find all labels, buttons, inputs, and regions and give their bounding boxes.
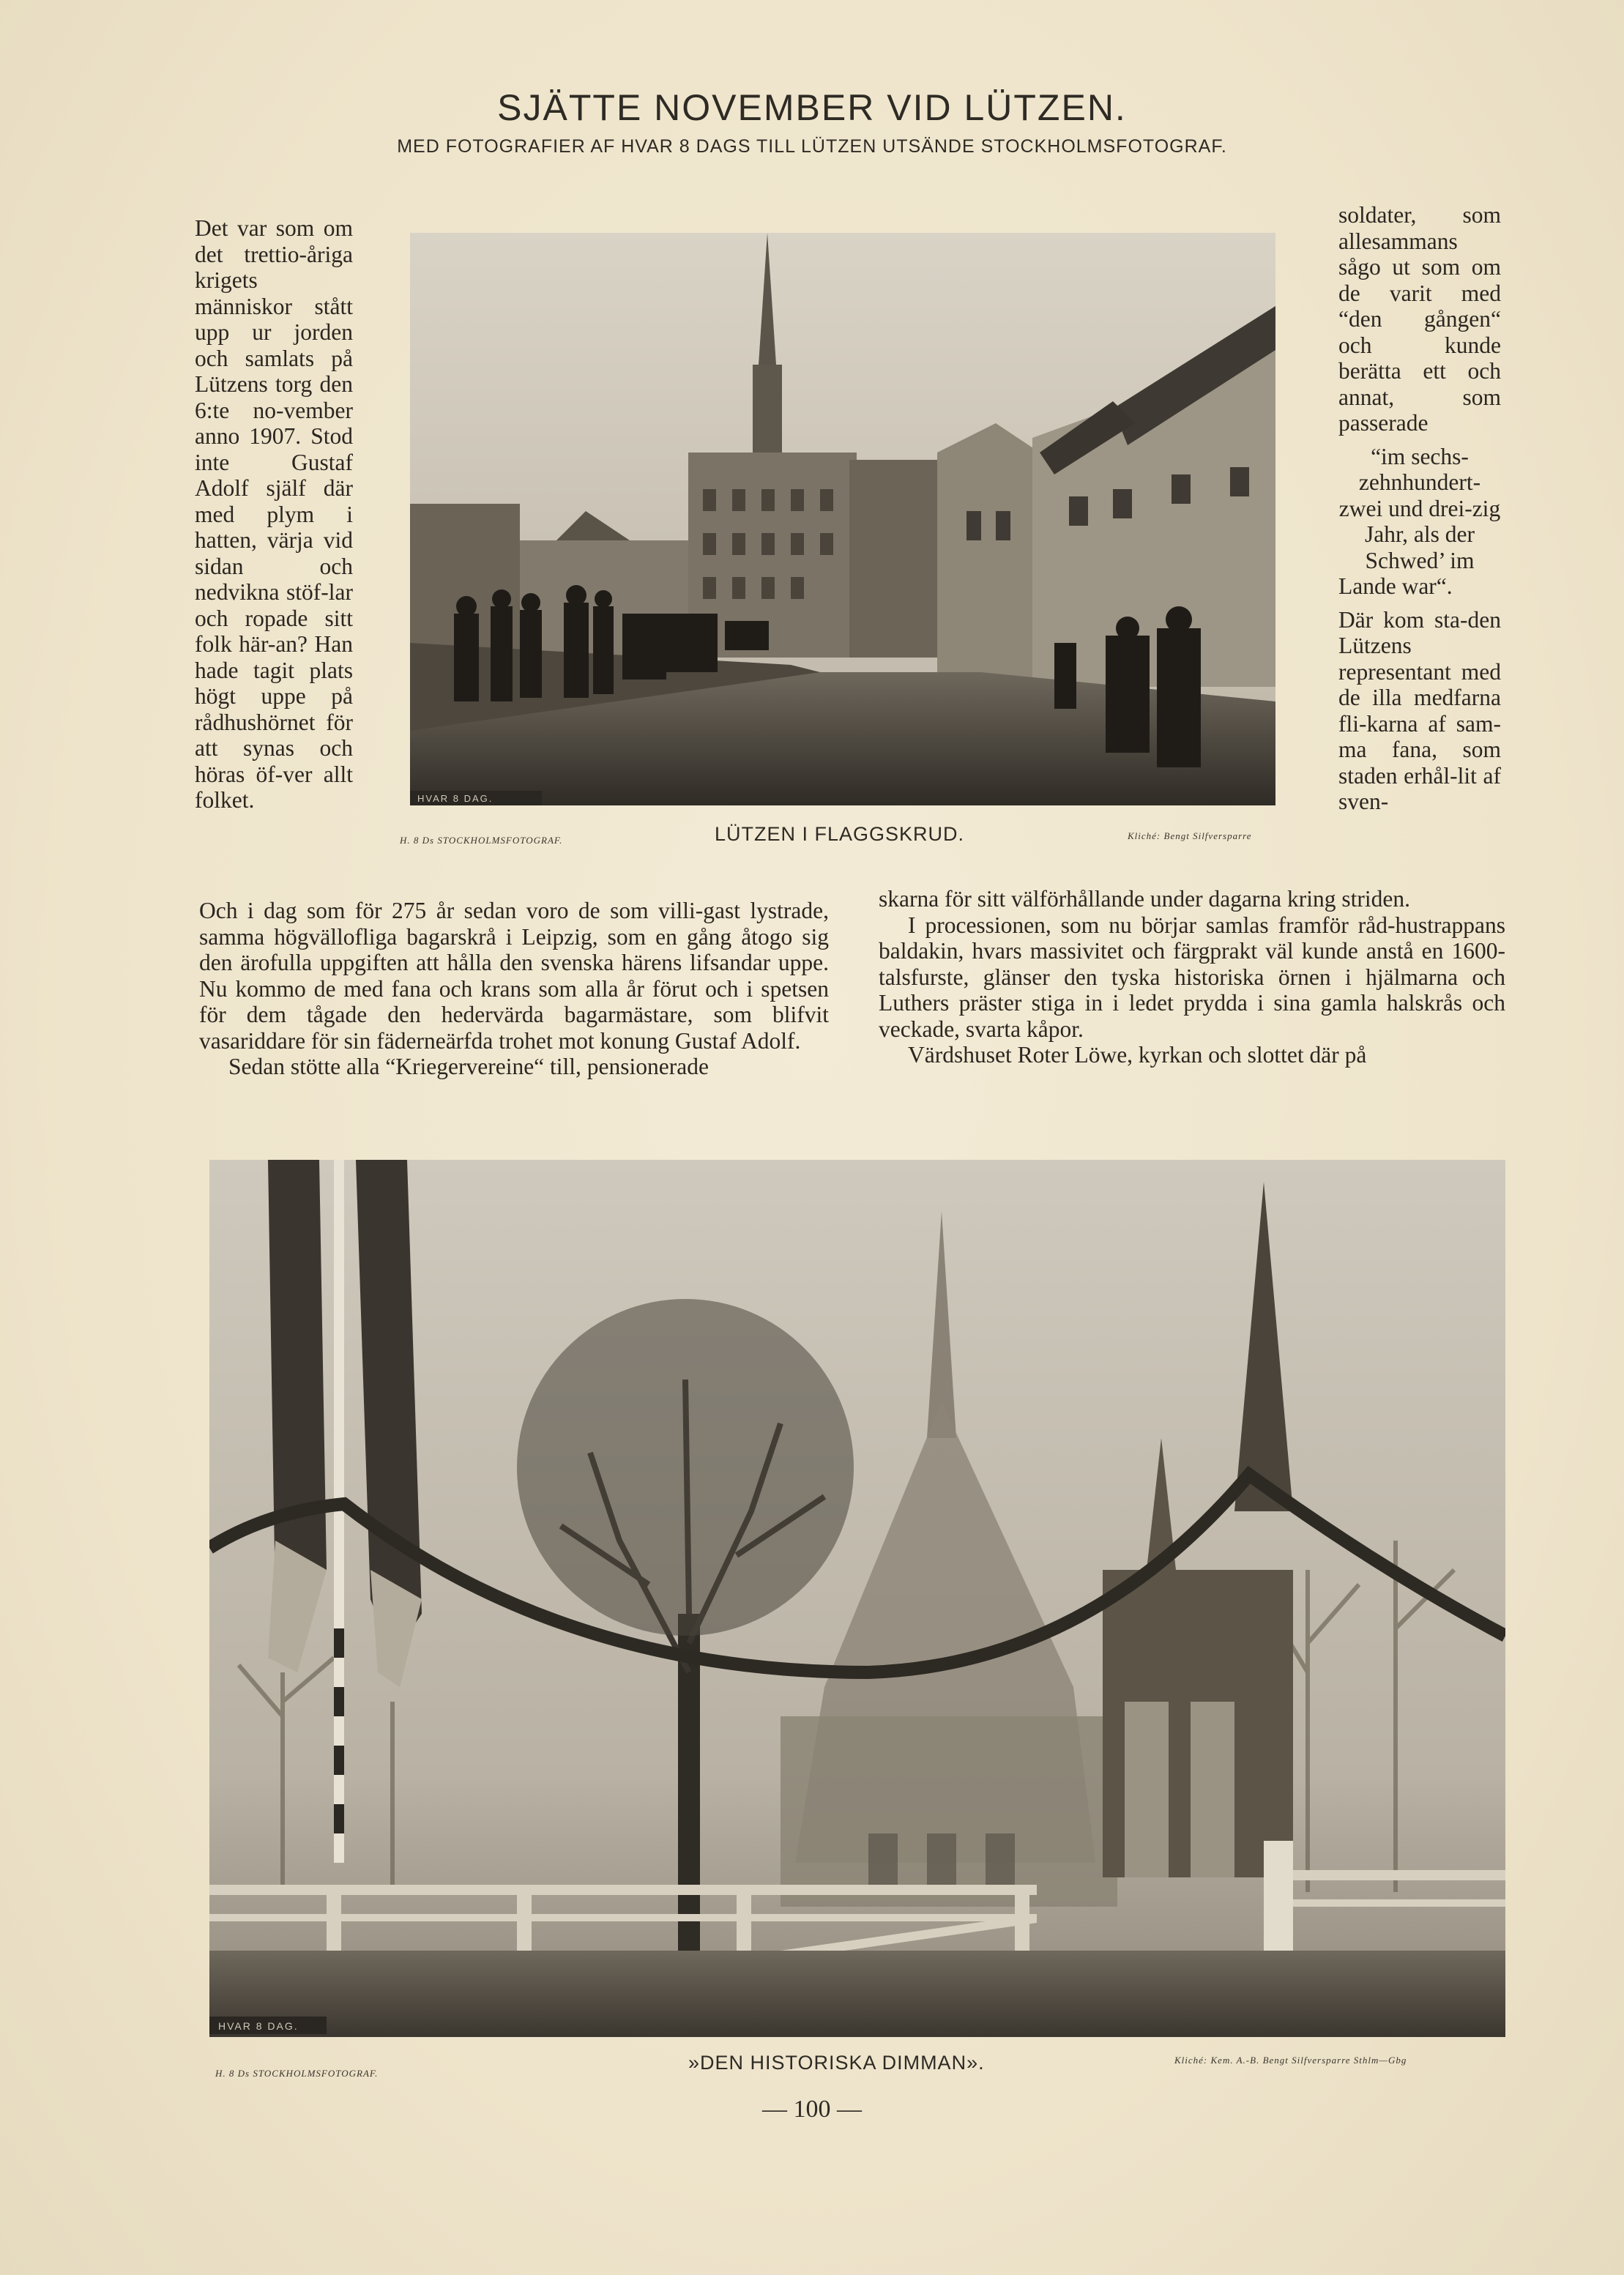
photo1-watermark: HVAR 8 DAG.: [417, 793, 493, 804]
page-number: — 100 —: [762, 2096, 862, 2123]
photo2-watermark: HVAR 8 DAG.: [218, 2020, 299, 2032]
photo1-caption: LÜTZEN I FLAGGSKRUD.: [715, 823, 965, 845]
photo2-credit-left: H. 8 Ds STOCKHOLMSFOTOGRAF.: [215, 2068, 379, 2079]
right-narrow-column: [1338, 202, 1501, 815]
article-subtitle: MED FOTOGRAFIER AF HVAR 8 DAGS TILL LÜTZEN UTSÄNDE STOCKHOLMSFOTOGRAF.: [397, 136, 1227, 157]
body-right-column: [879, 886, 1505, 1068]
body-right-paragraph-3: Värdshuset Roter Löwe, kyrkan och slottet där på: [908, 1042, 1367, 1068]
body-right-paragraph-1: skarna för sitt välförhållande under dagarna kring striden.: [879, 886, 1410, 912]
photo1-credit-right: Kliché: Bengt Silfversparre: [1128, 830, 1252, 841]
body-left-column: [199, 898, 829, 1080]
right-column-paragraph-1: soldater, som allesammans sågo ut som om de varit med “den gången“ och kunde berätta ett och annat, som passerade: [1338, 202, 1501, 436]
body-right-paragraph-2: I processionen, som nu börjar samlas framför råd-hustrappans baldakin, hvars massivitet och färgprakt väl kunde anstå en 1600-talsfurste, glänser den tyska historiska örnen i hjälmarna och Luthers präster stiga in i ledet prydda i sina gamla halskrås och veckade, svarta kåpor.: [879, 912, 1505, 1042]
town-square-illustration: [410, 233, 1275, 805]
photo-historic-mist: [209, 1160, 1505, 2037]
body-left-paragraph-1: Och i dag som för 275 år sedan voro de som villi-gast lystrade, samma högvällofliga bagarskrå i Leipzig, som en gång åtogo sig den ärofulla uppgiften att hålla den svenska härens lifsandar uppe. Nu kommo de med fana och krans som alla år förut och i spetsen för dem tågade den hedervärda bagarmästare, som blifvit vasariddare för sin fäderneärfda trohet mot konung Gustaf Adolf.: [199, 898, 829, 1054]
photo2-credit-right: Kliché: Kem. A.-B. Bengt Silfversparre Sthlm—Gbg: [1174, 2055, 1407, 2066]
photo-lutzen-square: [410, 233, 1275, 805]
left-narrow-column: Det var som om det trettio-åriga krigets människor stått upp ur jorden och samlats på Lützens torg den 6:te no-vember anno 1907. Stod inte Gustaf Adolf själf där med plym i hatten, värja vid sidan och nedvikna stöf-lar och ropade sitt folk här-an? Han hade tagit plats högt uppe på rådhushörnet för att synas och höras öf-ver allt folket.: [195, 215, 353, 813]
body-left-paragraph-2: Sedan stötte alla “Kriegervereine“ till, pensionerade: [228, 1054, 709, 1079]
photo1-credit-left: H. 8 Ds STOCKHOLMSFOTOGRAF.: [400, 835, 563, 846]
photo2-caption: »DEN HISTORISKA DIMMAN».: [688, 2052, 985, 2074]
right-column-paragraph-2: Där kom sta-den Lützens representant med de illa medfarna fli-karna af sam-ma fana, som staden erhål-lit af sven-: [1338, 606, 1501, 814]
right-column-quote: “im sechs-zehnhundert-zwei und drei-zig Jahr, als der Schwed’ im Lande war“.: [1338, 443, 1501, 599]
misty-monument-illustration: [209, 1160, 1505, 2037]
article-title: SJÄTTE NOVEMBER VID LÜTZEN.: [497, 87, 1127, 128]
